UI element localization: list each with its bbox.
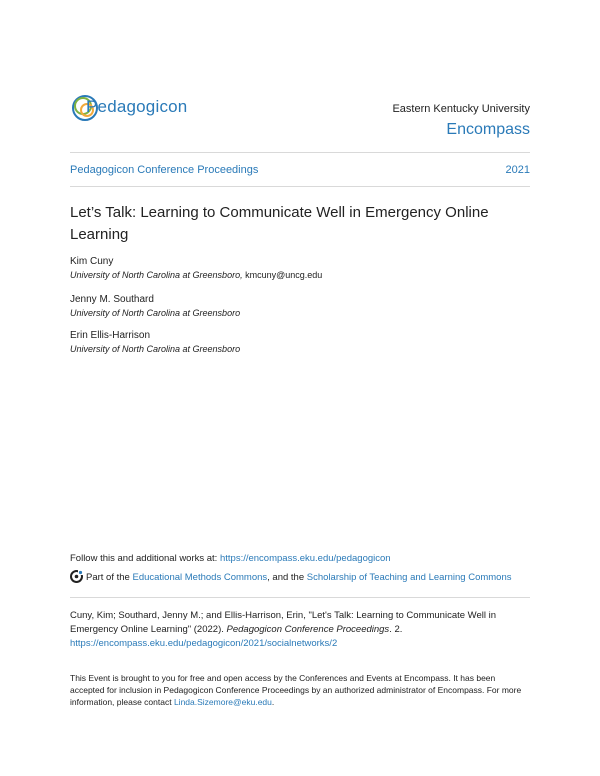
sotl-commons-link[interactable]: Scholarship of Teaching and Learning Commons [306,572,512,583]
author-block [70,294,240,318]
author-name: Erin Ellis-Harrison [70,330,151,341]
paper-title: Let’s Talk: Learning to Communicate Well in Emergency Online Learning [70,204,489,243]
author-name: Jenny M. Southard [70,294,154,305]
divider-top [70,152,530,153]
part-of-line [70,570,512,586]
divider-citation [70,597,530,598]
repository-name[interactable]: Encompass [446,121,530,138]
author-name: Kim Cuny [70,256,114,267]
educational-methods-link[interactable]: Educational Methods Commons [132,572,268,583]
divider-series [70,186,530,187]
series-year[interactable]: 2021 [505,164,530,176]
follow-prefix: Follow this and additional works at: [70,553,220,564]
university-name: Eastern Kentucky University [392,103,530,115]
author-email[interactable]: kmcuny@uncg.edu [245,270,323,280]
author-affiliation: University of North Carolina at Greensboro, kmcuny@uncg.edu [70,270,323,280]
part-of-middle: , and the [267,572,307,583]
follow-link[interactable]: https://encompass.eku.edu/pedagogicon [219,553,391,564]
citation-text: Cuny, Kim; Southard, Jenny M.; and Ellis-Harrison, Erin, "Let's Talk: Learning to Communicate Well in Emergency Online Learning" (2022). [70,610,497,635]
author-affiliation: University of North Carolina at Greensboro [70,344,241,354]
network-icon [70,570,83,586]
author-block [70,256,322,280]
affiliation-text: University of North Carolina at Greensboro [70,270,241,280]
notice-text: This Event is brought to you for free and open access by the Conferences and Events at Encompass. It has been accepted for inclusion in Pedagogicon Conference Proceedings by an authorized administrator of Encompass. For more information, please contact [70,673,522,707]
pedagogicon-logo [70,88,200,128]
author-block [70,330,240,354]
access-notice [70,672,530,708]
notice-end: . [271,697,275,707]
logo-text: Pedagogicon [86,97,188,116]
recommended-citation [70,609,530,651]
follow-line [70,553,391,564]
citation-journal: Pedagogicon Conference Proceedings [226,624,390,635]
part-of-prefix: Part of the [86,572,133,583]
author-affiliation: University of North Carolina at Greensboro [70,308,241,318]
citation-url[interactable]: https://encompass.eku.edu/pedagogicon/2021/socialnetworks/2 [70,638,338,649]
contact-email[interactable]: Linda.Sizemore@eku.edu [173,697,272,707]
series-link[interactable]: Pedagogicon Conference Proceedings [70,164,259,176]
citation-number: . 2. [389,624,403,635]
